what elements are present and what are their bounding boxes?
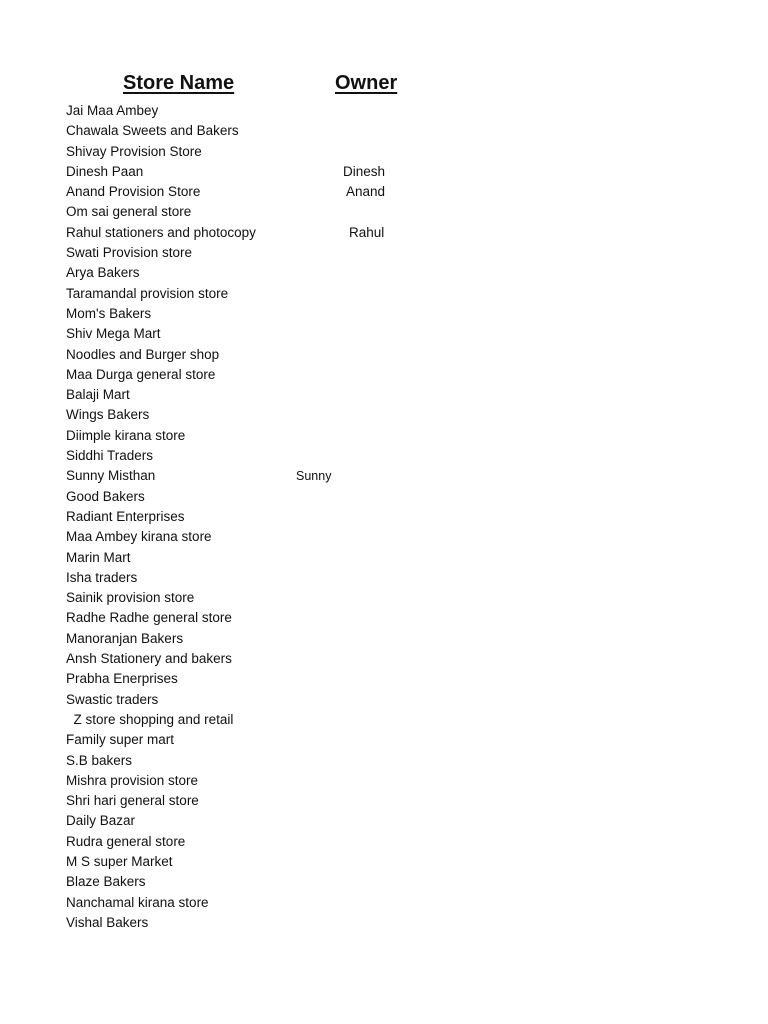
store-name-cell: Daily Bazar <box>66 813 136 829</box>
table-row <box>0 771 768 791</box>
table-row <box>0 507 768 527</box>
table-row <box>0 202 768 222</box>
table-row <box>0 121 768 141</box>
table-row <box>0 263 768 283</box>
table-row <box>0 385 768 405</box>
table-row <box>0 751 768 771</box>
store-name-cell: Chawala Sweets and Bakers <box>66 123 239 139</box>
store-name-cell: Good Bakers <box>66 488 145 504</box>
store-name-cell: S.B bakers <box>66 752 133 768</box>
store-name-cell: Swastic traders <box>66 691 159 707</box>
table-row <box>0 527 768 547</box>
table-row <box>0 405 768 425</box>
store-name-cell: Balaji Mart <box>66 387 130 403</box>
store-name-cell: Marin Mart <box>66 549 131 565</box>
table-row <box>0 182 768 202</box>
store-name-cell: Shri hari general store <box>66 793 199 809</box>
store-name-cell: Shiv Mega Mart <box>66 326 161 342</box>
store-name-cell: Wings Bakers <box>66 407 150 423</box>
store-name-cell: Shivay Provision Store <box>66 143 202 159</box>
store-name-cell: Z store shopping and retail <box>66 711 234 727</box>
store-name-cell: Anand Provision Store <box>66 184 201 200</box>
table-row <box>0 345 768 365</box>
table-row <box>0 649 768 669</box>
owner-cell: Dinesh <box>343 163 386 179</box>
store-name-cell: Prabha Enerprises <box>66 671 178 687</box>
table-row <box>0 690 768 710</box>
table-row <box>0 446 768 466</box>
table-row <box>0 629 768 649</box>
store-name-header: Store Name <box>123 72 235 94</box>
store-name-cell: Radiant Enterprises <box>66 508 185 524</box>
table-row <box>0 243 768 263</box>
table-row <box>0 426 768 446</box>
table-row <box>0 568 768 588</box>
table-row <box>0 365 768 385</box>
table-row <box>0 852 768 872</box>
store-name-cell: Dinesh Paan <box>66 163 144 179</box>
table-row <box>0 608 768 628</box>
store-name-cell: Mishra provision store <box>66 772 199 788</box>
table-row <box>0 913 768 933</box>
table-row <box>0 304 768 324</box>
store-name-cell: Blaze Bakers <box>66 874 146 890</box>
store-name-cell: Taramandal provision store <box>66 285 229 301</box>
table-row <box>0 284 768 304</box>
store-name-cell: Ansh Stationery and bakers <box>66 651 232 667</box>
store-name-cell: Radhe Radhe general store <box>66 610 232 626</box>
store-name-cell: Rahul stationers and photocopy <box>66 224 256 240</box>
store-name-cell: Sainik provision store <box>66 590 195 606</box>
table-row <box>0 324 768 344</box>
table-row <box>0 893 768 913</box>
store-name-cell: Siddhi Traders <box>66 448 154 464</box>
table-row <box>0 872 768 892</box>
store-name-cell: Isha traders <box>66 569 138 585</box>
store-name-cell: Manoranjan Bakers <box>66 630 184 646</box>
owner-header: Owner <box>335 72 398 94</box>
table-row <box>0 223 768 243</box>
table-row <box>0 811 768 831</box>
store-name-cell: M S super Market <box>66 853 173 869</box>
table-row <box>0 730 768 750</box>
owner-cell: Rahul <box>349 224 385 240</box>
store-name-cell: Vishal Bakers <box>66 914 149 930</box>
store-name-cell: Swati Provision store <box>66 245 193 261</box>
table-row <box>0 101 768 121</box>
table-row <box>0 832 768 852</box>
table-row <box>0 487 768 507</box>
owner-cell: Sunny <box>296 469 332 484</box>
table-row <box>0 669 768 689</box>
table-row <box>0 142 768 162</box>
table-row <box>0 710 768 730</box>
store-name-cell: Sunny Misthan <box>66 468 156 484</box>
store-name-cell: Jai Maa Ambey <box>66 103 159 118</box>
store-name-cell: Family super mart <box>66 732 175 748</box>
owner-cell: Anand <box>346 184 386 200</box>
store-name-cell: Rudra general store <box>66 833 186 849</box>
store-name-cell: Diimple kirana store <box>66 427 186 443</box>
store-name-cell: Om sai general store <box>66 204 192 220</box>
store-name-cell: Noodles and Burger shop <box>66 346 220 362</box>
store-name-cell: Maa Durga general store <box>66 366 216 382</box>
table-row <box>0 588 768 608</box>
store-name-cell: Maa Ambey kirana store <box>66 529 212 545</box>
table-row <box>0 791 768 811</box>
store-list <box>0 101 768 933</box>
store-name-cell: Nanchamal kirana store <box>66 894 209 910</box>
table-row <box>0 162 768 182</box>
table-row <box>0 548 768 568</box>
store-name-cell: Arya Bakers <box>66 265 140 281</box>
store-name-cell: Mom's Bakers <box>66 305 152 321</box>
table-row <box>0 466 768 486</box>
